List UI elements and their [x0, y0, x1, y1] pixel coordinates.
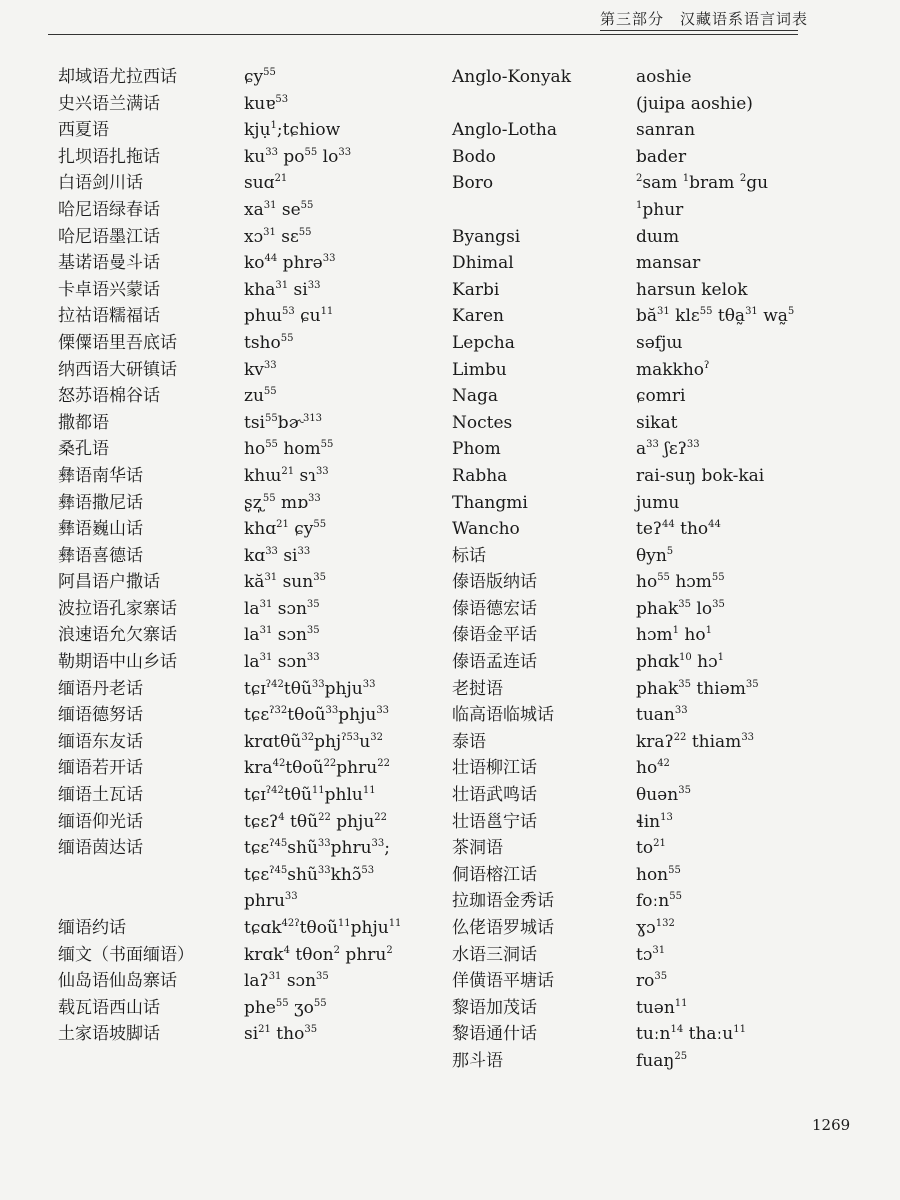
col1-entry: 怒苏语棉谷话 — [58, 386, 160, 407]
col1-entry: 阿昌语户撒话 — [58, 572, 160, 593]
col1-entry: 浪速语允欠寨话 — [58, 625, 177, 646]
col1-entry: 缅语若开话 — [58, 758, 143, 779]
col4-entry: sikat — [636, 412, 678, 433]
col1-entry: 载瓦语西山话 — [58, 997, 160, 1018]
col1-entry: 傈僳语里吾底话 — [58, 332, 177, 353]
col2-entry: tsi$^{55}$bɚ$^{313}$ — [244, 412, 323, 433]
col4-entry: fuaŋ$^{25}$ — [636, 1050, 688, 1071]
col4-entry: səfjɯ — [636, 332, 683, 353]
col2-entry: $zu^{55}$ — [244, 386, 277, 407]
col4-entry: $bă^{31}$ klɛ$^{55}$ tθa̰$^{31}$ wa̰$^5$ — [636, 306, 795, 327]
col2-entry: ʂʐ̩$^{55}$ mɒ$^{33}$ — [244, 492, 321, 513]
col4-entry: mansar — [636, 253, 701, 274]
col1-entry: 彝语喜德话 — [58, 545, 143, 566]
col1-entry: 西夏语 — [58, 120, 109, 141]
col3-entry: Wancho — [452, 519, 520, 540]
col4-entry: tuan$^{33}$ — [636, 705, 688, 726]
col2-entry: $la^{31}$ sɔn$^{33}$ — [244, 652, 320, 673]
col3-entry: 拉珈语金秀话 — [452, 891, 554, 912]
col2-entry: $ko^{44}$ phrə$^{33}$ — [244, 253, 336, 274]
col2-entry: $si^{21}$ tho$^{35}$ — [244, 1024, 318, 1045]
col2-entry: tsho$^{55}$ — [244, 332, 294, 353]
col4-entry: phɑk$^{10}$ hɔ$^1$ — [636, 652, 724, 673]
col3-entry: Thangmi — [452, 492, 528, 513]
col3-entry — [452, 91, 571, 118]
header-rule-short — [600, 30, 798, 31]
col2-entry: tɕɛ$^{ʔ32}$tθoũ$^{33}$phju$^{33}$ — [244, 705, 390, 726]
col2-entry: kuɐ$^{53}$ — [244, 93, 289, 114]
col2-entry: $la^{31}$ sɔn$^{35}$ — [244, 625, 320, 646]
page-number: 1269 — [812, 1116, 851, 1134]
col3-entry: 老挝语 — [452, 678, 503, 699]
col4-entry: harsun kelok — [636, 279, 748, 300]
col3-entry — [452, 197, 571, 224]
col1-entry: 基诺语曼斗话 — [58, 253, 160, 274]
col4-entry: $ho^{55}$ hɔm$^{55}$ — [636, 572, 725, 593]
dialect-name-column-left — [58, 64, 194, 1048]
col1-entry: 缅文（书面缅语） — [58, 944, 194, 965]
col4-entry: $ro^{35}$ — [636, 971, 668, 992]
col4-entry: ɬin$^{13}$ — [636, 811, 673, 832]
col2-entry: xɔ$^{31}$ sɛ$^{55}$ — [244, 226, 312, 247]
col3-entry: Naga — [452, 386, 499, 407]
col4-entry: makkho$^ʔ$ — [636, 359, 710, 380]
col4-entry: (juipa aoshie) — [636, 93, 753, 114]
col4-entry: jumu — [636, 492, 680, 513]
header-rule — [48, 34, 798, 35]
col1-entry: 缅语东友话 — [58, 731, 143, 752]
col4-entry: ɕomri — [636, 386, 686, 407]
col3-entry: Rabha — [452, 465, 508, 486]
col4-entry: tuːn$^{14}$ thaːu$^{11}$ — [636, 1024, 746, 1045]
col1-entry: 彝语撒尼话 — [58, 492, 143, 513]
col4-entry: teʔ$^{44}$ tho$^{44}$ — [636, 519, 721, 540]
col1-entry: 哈尼语墨江话 — [58, 226, 160, 247]
col2-entry: ɕy$^{55}$ — [244, 67, 276, 87]
col1-entry: 缅语仰光话 — [58, 811, 143, 832]
col4-entry: aoshie — [636, 67, 692, 87]
col3-entry: 黎语加茂话 — [452, 997, 537, 1018]
col3-entry: Anglo-Lotha — [452, 120, 557, 141]
col3-entry: 临高语临城话 — [452, 705, 554, 726]
col3-entry: 泰语 — [452, 731, 486, 752]
col3-entry: Phom — [452, 439, 501, 460]
col1-entry: 桑孔语 — [58, 439, 109, 460]
col1-entry: 土家语坡脚话 — [58, 1024, 160, 1045]
col2-entry: suɑ$^{21}$ — [244, 173, 288, 194]
col1-entry: 史兴语兰满话 — [58, 93, 160, 114]
col3-entry: 壮语武鸣话 — [452, 785, 537, 806]
col3-entry: 傣语版纳话 — [452, 572, 537, 593]
col3-entry: Noctes — [452, 412, 513, 433]
col4-entry: bader — [636, 146, 687, 167]
transcription-column-right — [636, 64, 794, 1075]
col2-entry: $kă^{31}$ sun$^{35}$ — [244, 572, 326, 593]
col2-entry: kra$^{42}$tθoũ$^{22}$phru$^{22}$ — [244, 758, 390, 779]
col4-entry: $^1$phur — [636, 199, 684, 220]
col2-entry: tɕɑk$^{42ʔ}$tθoũ$^{11}$phju$^{11}$ — [244, 918, 402, 938]
col3-entry: Boro — [452, 173, 494, 194]
transcription-column-left — [244, 64, 401, 1048]
col2-entry: kɑ$^{33}$ $si^{33}$ — [244, 545, 311, 566]
col1-entry: 彝语南华话 — [58, 465, 143, 486]
col2-entry: phɯ$^{53}$ ɕu$^{11}$ — [244, 306, 334, 327]
col4-entry: hon$^{55}$ — [636, 864, 681, 885]
col3-entry: Dhimal — [452, 253, 514, 274]
col4-entry: dɯm — [636, 226, 680, 247]
col3-entry: 仫佬语罗城话 — [452, 918, 554, 938]
col1-entry: 缅语丹老话 — [58, 678, 143, 699]
col2-entry: $xa^{31}$ $se^{55}$ — [244, 199, 314, 220]
running-header: 第三部分 汉藏语系语言词表 — [600, 10, 809, 28]
col1-entry: 哈尼语绿春话 — [58, 199, 160, 220]
col3-entry: Byangsi — [452, 226, 521, 247]
col4-entry: ɣɔ$^{132}$ — [636, 918, 675, 938]
col2-entry: tɕɛʔ$^4$ tθũ$^{22}$ phju$^{22}$ — [244, 811, 388, 832]
col3-entry: 标话 — [452, 545, 486, 566]
dialect-name-column-right — [452, 64, 571, 1075]
col1-entry: 彝语巍山话 — [58, 519, 143, 540]
col3-entry: Bodo — [452, 146, 496, 167]
col1-entry: 缅语土瓦话 — [58, 785, 143, 806]
col3-entry: 傣语金平话 — [452, 625, 537, 646]
col4-entry: θuən$^{35}$ — [636, 785, 691, 806]
col1-entry — [58, 888, 194, 915]
col3-entry: Karen — [452, 306, 504, 327]
col4-entry: hɔm$^1$ $ho^1$ — [636, 625, 712, 646]
col2-entry: khɑ$^{21}$ ɕy$^{55}$ — [244, 519, 327, 540]
col2-entry: phe$^{55}$ ʒo$^{55}$ — [244, 997, 327, 1018]
col3-entry: Lepcha — [452, 332, 515, 353]
col3-entry: 傣语孟连话 — [452, 652, 537, 673]
col1-entry: 纳西语大研镇话 — [58, 359, 177, 380]
col3-entry: 壮语邕宁话 — [452, 811, 537, 832]
col3-entry: 茶洞语 — [452, 838, 503, 859]
col1-entry: 扎坝语扎拖话 — [58, 146, 160, 167]
col3-entry: Limbu — [452, 359, 507, 380]
col3-entry: 那斗语 — [452, 1050, 503, 1071]
col1-entry: 缅语茵达话 — [58, 838, 143, 859]
col2-entry: $ho^{55}$ hom$^{55}$ — [244, 439, 334, 460]
col3-entry: 侗语榕江话 — [452, 864, 537, 885]
col4-entry: $a^{33}$ ʃɛʔ$^{33}$ — [636, 439, 700, 460]
col2-entry: tɕɛ$^{ʔ45}$shũ$^{33}$phru$^{33}$; — [244, 838, 390, 859]
col2-entry: phru$^{33}$ — [244, 891, 298, 912]
col1-entry — [58, 862, 194, 889]
col4-entry: rai-suŋ bok-kai — [636, 465, 765, 486]
col1-entry: 却域语尤拉西话 — [58, 67, 177, 87]
col2-entry: krɑk$^4$ tθon$^2$ phru$^2$ — [244, 944, 393, 965]
col2-entry: tɕɪ$^{ʔ42}$tθũ$^{11}$phlu$^{11}$ — [244, 785, 376, 806]
col4-entry: tuən$^{11}$ — [636, 997, 688, 1018]
col2-entry: $krɑt\theta ũ^{32}phj^{ʔ53}u^{32}$ — [244, 731, 383, 752]
col4-entry: θyn$^5$ — [636, 545, 674, 566]
col4-entry: phak$^{35}$ thiəm$^{35}$ — [636, 678, 759, 699]
col2-entry: $ku^{33}$ $po^{55}$ $lo^{33}$ — [244, 146, 352, 167]
col1-entry: 白语剑川话 — [58, 173, 143, 194]
col2-entry: $kv^{33}$ — [244, 359, 277, 380]
col2-entry: tɕɪ$^{ʔ42}$tθũ$^{33}$phju$^{33}$ — [244, 678, 376, 699]
col1-entry: 拉祜语糯福话 — [58, 306, 160, 327]
col3-entry: Anglo-Konyak — [452, 67, 571, 87]
col3-entry: 黎语通什话 — [452, 1024, 537, 1045]
col4-entry: $^2$sam $^1$bram $^2$gu — [636, 173, 769, 194]
col4-entry: $to^{21}$ — [636, 838, 666, 859]
col1-entry: 仙岛语仙岛寨话 — [58, 971, 177, 992]
col2-entry: kjụ$^1$;tɕhiow — [244, 120, 341, 141]
col1-entry: 勒期语中山乡话 — [58, 652, 177, 673]
col3-entry: 水语三洞话 — [452, 944, 537, 965]
col4-entry: tɔ$^{31}$ — [636, 944, 666, 965]
col1-entry: 卡卓语兴蒙话 — [58, 279, 160, 300]
col1-entry: 缅语约话 — [58, 918, 126, 938]
col4-entry: foːn$^{55}$ — [636, 891, 682, 912]
col2-entry: kha$^{31}$ $si^{33}$ — [244, 279, 321, 300]
col4-entry: phak$^{35}$ $lo^{35}$ — [636, 598, 725, 619]
col3-entry: Karbi — [452, 279, 500, 300]
col2-entry: khɯ$^{21}$ sɿ$^{33}$ — [244, 465, 329, 486]
col1-entry: 缅语德努话 — [58, 705, 143, 726]
col1-entry: 撒都语 — [58, 412, 109, 433]
col4-entry: sanran — [636, 120, 696, 141]
col1-entry: 波拉语孔家寨话 — [58, 598, 177, 619]
col2-entry: laʔ$^{31}$ sɔn$^{35}$ — [244, 971, 329, 992]
col3-entry: 傣语德宏话 — [452, 598, 537, 619]
col4-entry: kraʔ$^{22}$ thiam$^{33}$ — [636, 731, 755, 752]
col3-entry: 壮语柳江话 — [452, 758, 537, 779]
col3-entry: 佯僙语平塘话 — [452, 971, 554, 992]
col4-entry: $ho^{42}$ — [636, 758, 670, 779]
col2-entry: $la^{31}$ sɔn$^{35}$ — [244, 598, 320, 619]
col2-entry: tɕɛ$^{ʔ45}$shũ$^{33}$khɔ̃$^{53}$ — [244, 864, 375, 885]
